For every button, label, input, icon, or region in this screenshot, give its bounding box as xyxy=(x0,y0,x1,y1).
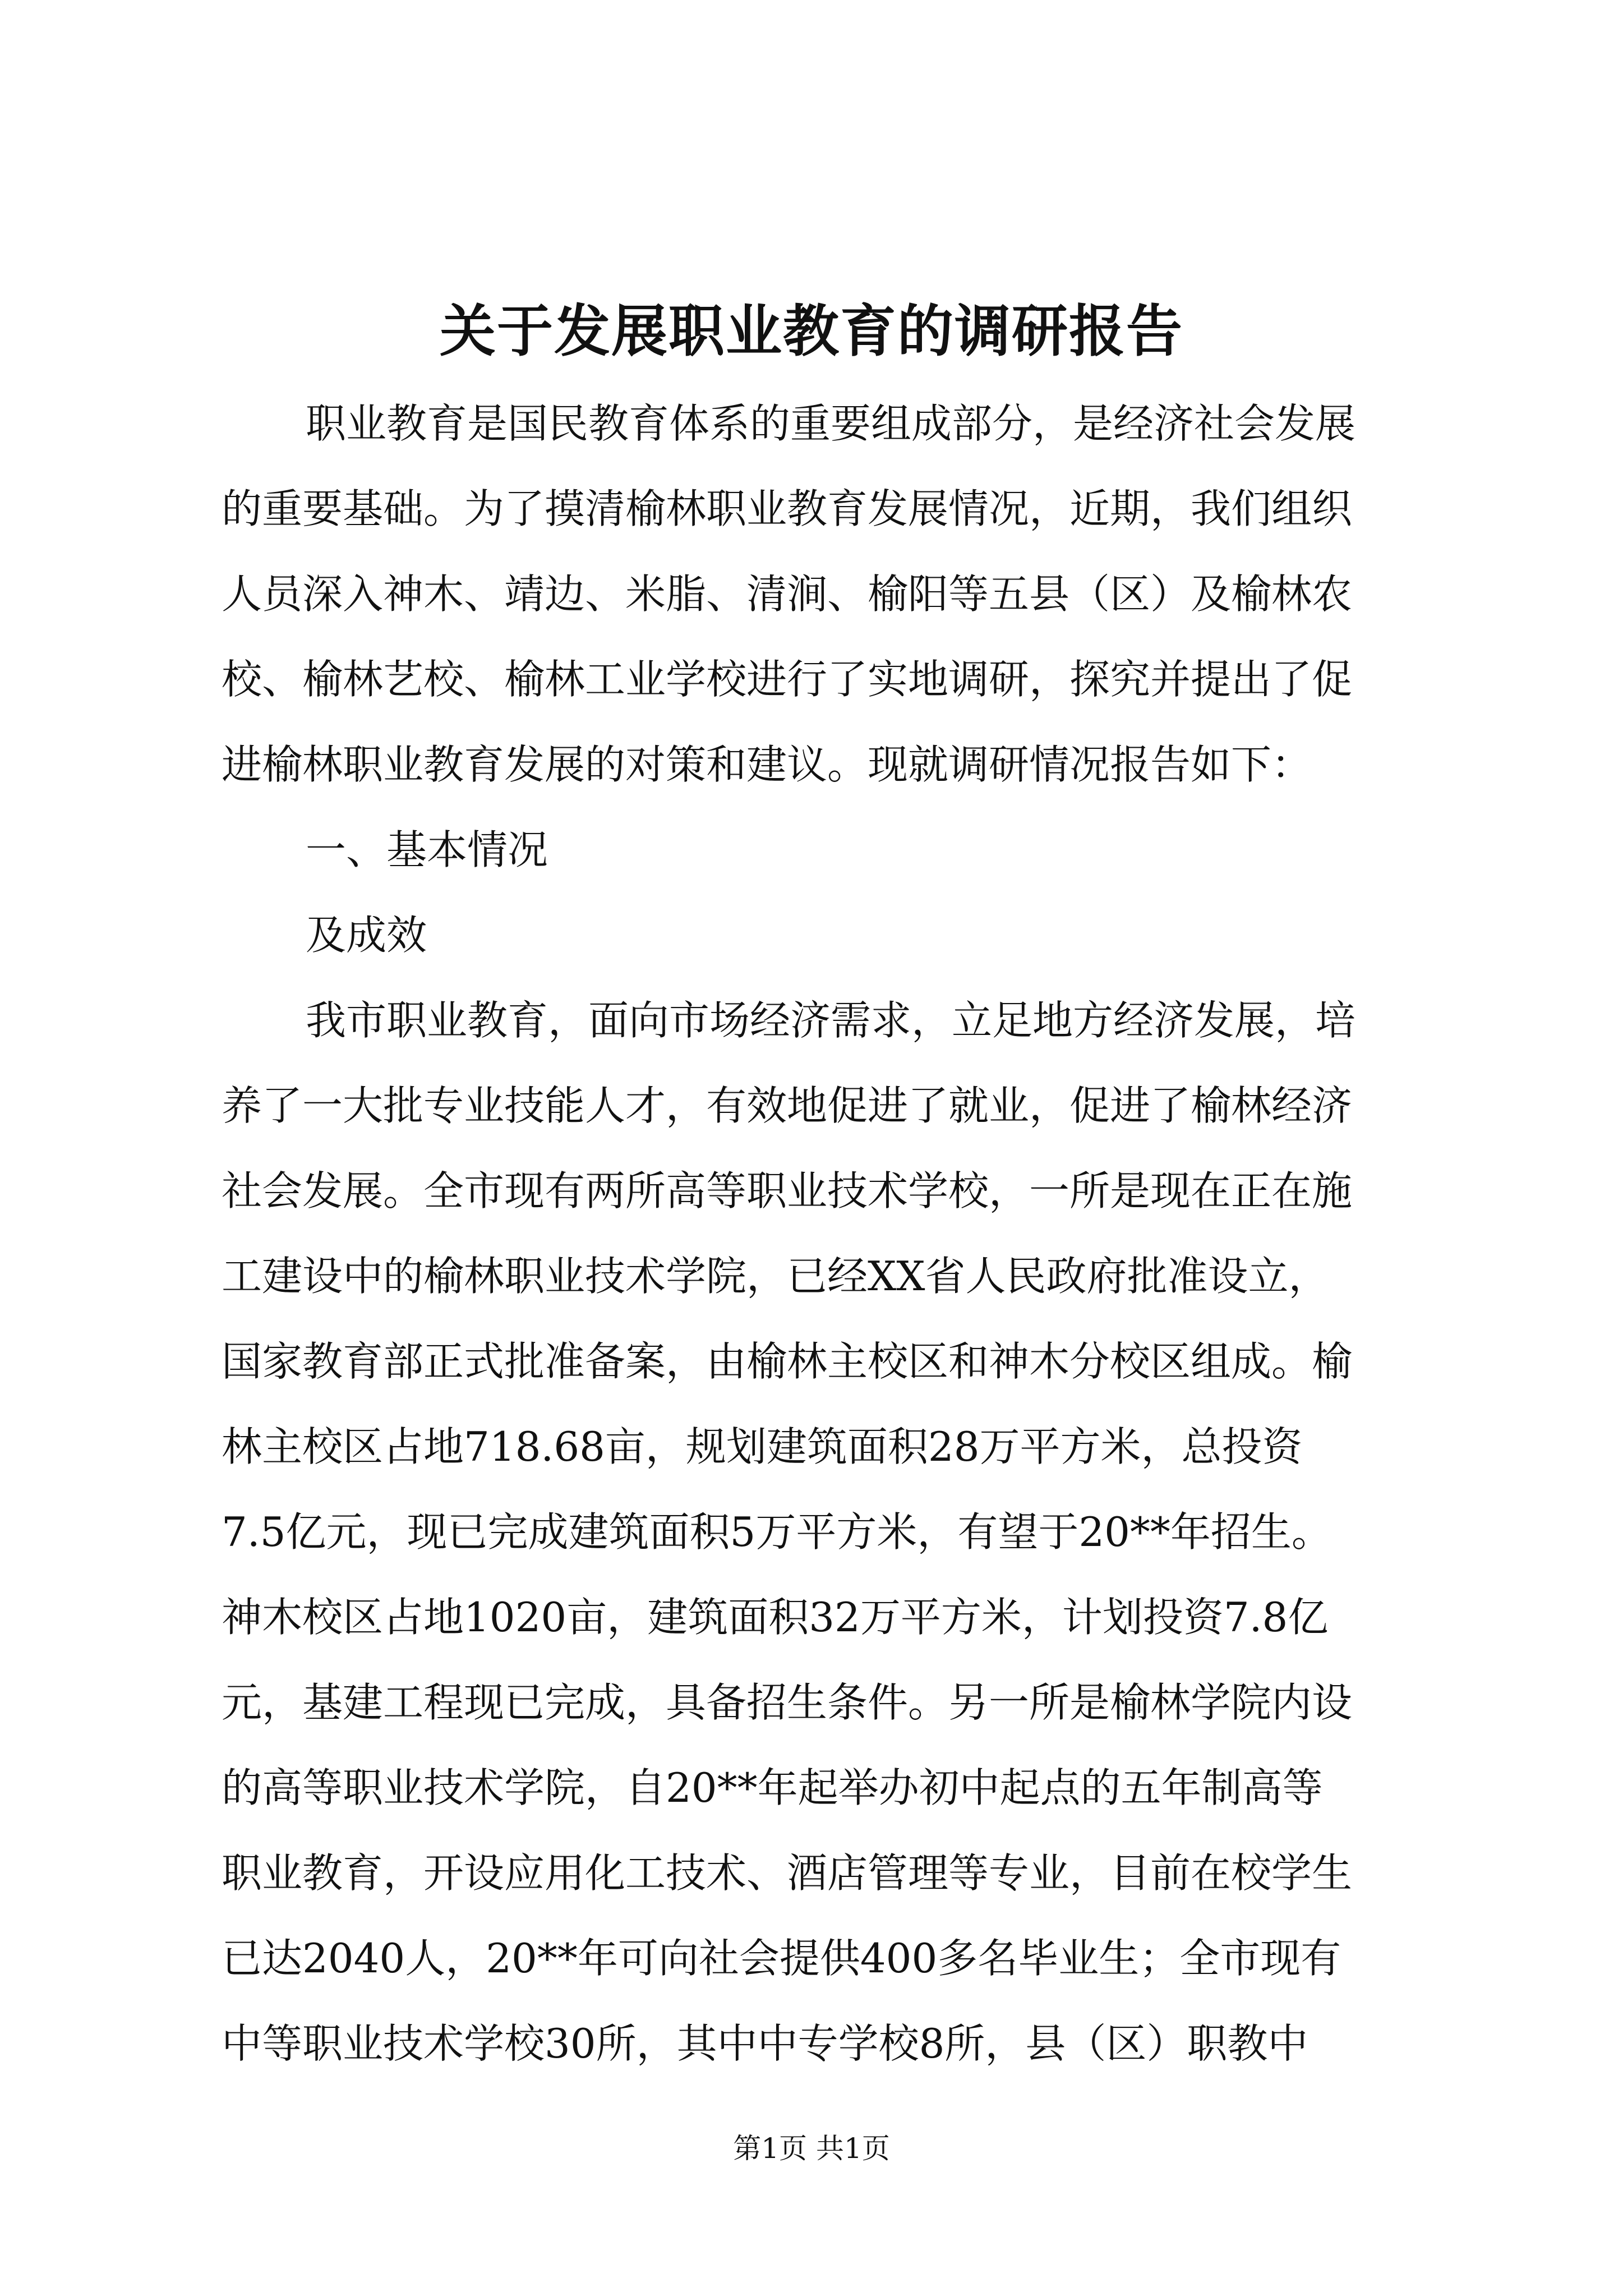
paragraph-line: 已达2040人，20**年可向社会提供400多名毕业生；全市现有 xyxy=(222,1935,1341,1982)
section-heading-continuation: 及成效 xyxy=(306,912,427,959)
paragraph-line: 人员深入神木、靖边、米脂、清涧、榆阳等五县（区）及榆林农 xyxy=(222,570,1353,618)
paragraph-line: 职业教育是国民教育体系的重要组成部分，是经济社会发展 xyxy=(306,400,1356,447)
paragraph-line: 社会发展。全市现有两所高等职业技术学校，一所是现在正在施 xyxy=(222,1167,1353,1214)
paragraph-line: 7.5亿元，现已完成建筑面积5万平方米，有望于20**年招生。 xyxy=(222,1508,1332,1556)
section-heading: 一、基本情况 xyxy=(306,826,548,873)
paragraph-line: 校、榆林艺校、榆林工业学校进行了实地调研，探究并提出了促 xyxy=(222,656,1353,703)
page-footer: 第1页 共1页 xyxy=(733,2132,890,2165)
paragraph-line: 国家教育部正式批准备案，由榆林主校区和神木分校区组成。榆 xyxy=(222,1338,1353,1385)
paragraph-line: 元，基建工程现已完成，具备招生条件。另一所是榆林学院内设 xyxy=(222,1679,1353,1726)
paragraph-line: 的高等职业技术学院，自20**年起举办初中起点的五年制高等 xyxy=(222,1764,1323,1811)
paragraph-line: 职业教育，开设应用化工技术、酒店管理等专业，目前在校学生 xyxy=(222,1849,1353,1897)
paragraph-line: 工建设中的榆林职业技术学院，已经XX省人民政府批准设立， xyxy=(222,1253,1329,1300)
paragraph-line: 的重要基础。为了摸清榆林职业教育发展情况，近期，我们组织 xyxy=(222,485,1353,532)
paragraph-line: 养了一大批专业技能人才，有效地促进了就业，促进了榆林经济 xyxy=(222,1082,1353,1129)
paragraph-line: 林主校区占地718.68亩，规划建筑面积28万平方米，总投资 xyxy=(222,1423,1303,1470)
paragraph-line: 我市职业教育，面向市场经济需求，立足地方经济发展，培 xyxy=(306,997,1356,1044)
document-title: 关于发展职业教育的调研报告 xyxy=(440,298,1183,364)
paragraph-line: 中等职业技术学校30所，其中中专学校8所，县（区）职教中 xyxy=(222,2020,1308,2067)
paragraph-line: 神木校区占地1020亩，建筑面积32万平方米，计划投资7.8亿 xyxy=(222,1594,1329,1641)
paragraph-line: 进榆林职业教育发展的对策和建议。现就调研情况报告如下： xyxy=(222,741,1312,788)
